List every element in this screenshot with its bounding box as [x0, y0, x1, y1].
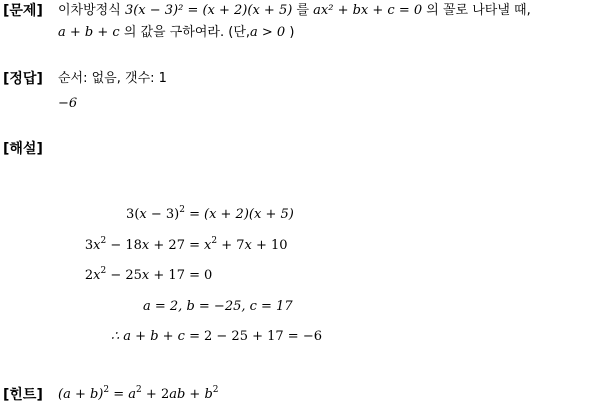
- problem-general-form: ax² + bx + c = 0: [313, 3, 423, 18]
- step-2-rhs: $x^2 + 7x + 10$: [204, 236, 288, 253]
- answer-value: −6: [58, 96, 78, 111]
- step-2-lhs: $3x^2 - 18x + 27$ =: [84, 236, 200, 253]
- problem-line-1: [58, 3, 531, 19]
- step-3-rhs: 0: [204, 268, 213, 283]
- answer-order-count: 순서: 없음, 갯수: 1: [58, 71, 167, 86]
- step-1-lhs: $3(x - 3)^2$ =: [126, 205, 200, 222]
- problem-sum-expression: a + b + c: [58, 25, 120, 40]
- problem-question: 의 값을 구하여라. (단,: [123, 25, 251, 40]
- solution-step-4: a = 2, b = −25, c = 17: [143, 299, 293, 314]
- step-5-rhs: 2 − 25 + 17 = −6: [204, 329, 322, 344]
- problem-equation: 3(x − 3)² = (x + 2)(x + 5): [124, 3, 293, 18]
- step-1-rhs: (x + 2)(x + 5): [204, 207, 294, 222]
- problem-line-2: [58, 25, 294, 41]
- answer-label: [정답]: [3, 71, 43, 87]
- step-5-lhs: ∴ a + b + c =: [110, 329, 200, 344]
- hint-label: [힌트]: [3, 387, 43, 403]
- problem-close-paren: ): [289, 25, 295, 40]
- problem-suffix: 의 꼴로 나타낼 때,: [426, 3, 531, 18]
- problem-label: [문제]: [3, 3, 43, 19]
- problem-mid: 를: [296, 3, 309, 18]
- step-3-lhs: $2x^2 - 25x + 17$ =: [84, 266, 200, 283]
- solution-label: [해설]: [3, 141, 43, 157]
- problem-condition: a > 0: [250, 25, 286, 40]
- hint-formula: $(a + b)^2 = a^2 + 2ab + b^2$: [58, 385, 219, 402]
- problem-prefix: 이차방정식: [58, 3, 121, 18]
